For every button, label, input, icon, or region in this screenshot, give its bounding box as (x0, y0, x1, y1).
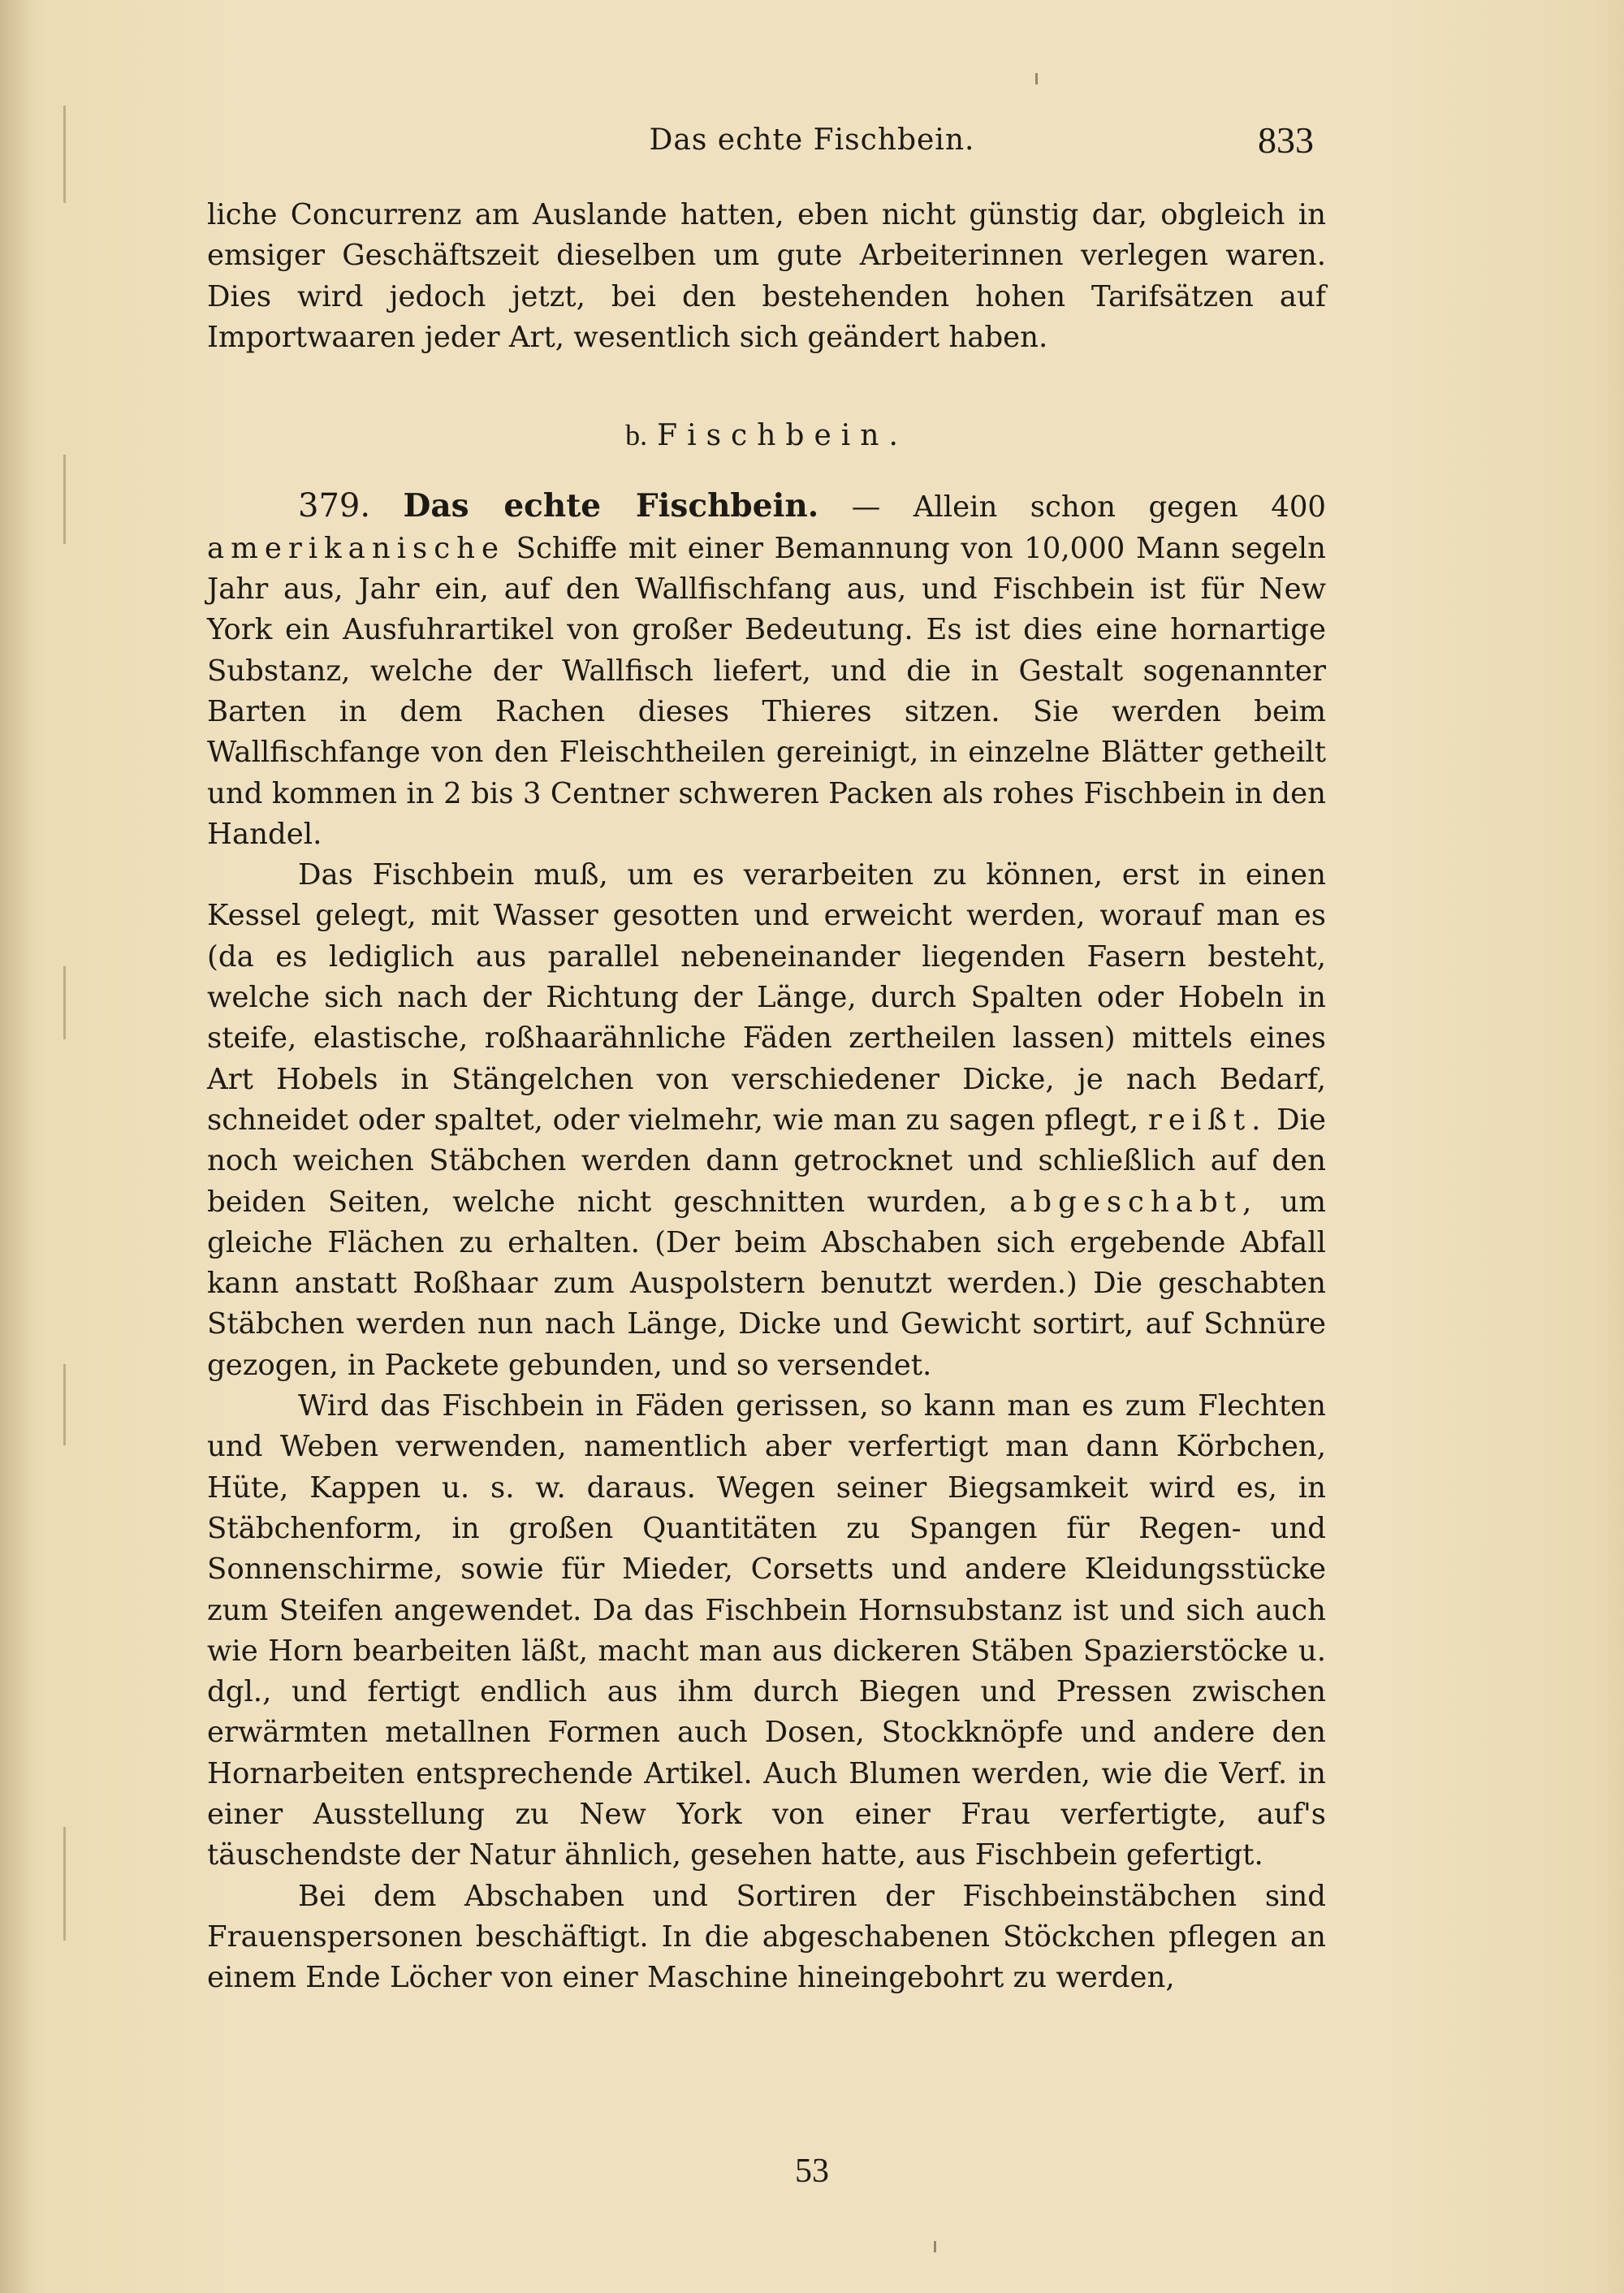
spaced-word-abgeschabt: abgeschabt, (1009, 1185, 1259, 1219)
article-paragraph (207, 486, 1326, 855)
signature-number: 53 (795, 2153, 829, 2190)
intro-paragraph: liche Concurrenz am Auslande hatten, eben nicht günstig dar, obgleich in emsiger Geschäftszeit dieselben um gute Arbeiterinnen verlegen waren. Dies wird jedoch jetzt, bei den bestehenden hohen Tarifsätzen auf Importwaaren jeder Art, wesentlich sich geändert haben. (207, 198, 1326, 354)
paragraph-2-part-1: Das Fischbein muß, um es verarbeiten zu können, erst in einen Kessel gelegt, mit Wasser gesotten und erweicht werden, worauf man es (da es lediglich aus parallel nebeneinander liegenden Fasern besteht, welche sich nach der Richtung der Länge, durch Spalten oder Hobeln in steife, elastische, roßhaarähnliche Fäden zertheilen lassen) mittels eines Art Hobels in Stängelchen von verschiedener Dicke, je nach Bedarf, schneidet oder spaltet, oder vielmehr, wie man zu sagen pflegt, (207, 858, 1326, 1137)
page-header (0, 119, 1624, 164)
section-letter: b. (625, 419, 648, 452)
edge-mark (63, 1827, 66, 1941)
page-number: 833 (1258, 119, 1314, 161)
paragraph-2-part-3: um gleiche Flächen zu erhalten. (Der beim Abschaben sich ergebende Abfall kann anstatt Roßhaar zum Auspolstern benutzt werden.) Die geschabten Stäbchen werden nun nach Länge, Dicke und Gewicht sortirt, auf Schnüre gezogen, in Packete gebunden, und so versendet. (207, 1185, 1326, 1382)
running-title: Das echte Fischbein. (649, 123, 975, 157)
paragraph-2-part-2: Die noch weichen Stäbchen werden dann getrocknet und schließlich auf den beiden Seiten, welche nicht geschnitten wurden, (207, 1103, 1326, 1219)
article-title: Das echte Fischbein. (403, 487, 819, 525)
main-text (207, 195, 1326, 1998)
section-heading (207, 415, 1326, 456)
section-title: Fischbein. (657, 419, 908, 453)
paragraph-workers: Bei dem Abschaben und Sortiren der Fischbeinstäbchen sind Frauenspersonen beschäftigt. In die abgeschabenen Stöckchen pflegen an einem Ende Löcher von einer Maschine hineingebohrt zu werden, (207, 1879, 1326, 1995)
article-dash: — (851, 490, 881, 525)
article-text-start: Allein schon gegen 400 (913, 490, 1327, 525)
paper-speck (1035, 73, 1038, 84)
spine-shadow (0, 0, 34, 2293)
edge-mark (63, 1364, 66, 1445)
paragraph-processing (207, 855, 1326, 1386)
edge-mark (63, 455, 66, 544)
paragraph-uses: Wird das Fischbein in Fäden gerissen, so kann man es zum Flechten und Weben verwenden, namentlich aber verfertigt man dann Körbchen, Hüte, Kappen u. s. w. daraus. Wegen seiner Biegsamkeit wird es, in Stäbchenform, in großen Quantitäten zu Spangen für Regen- und Sonnenschirme, sowie für Mieder, Corsetts und andere Kleidungsstücke zum Steifen angewendet. Da das Fischbein Hornsubstanz ist und sich auch wie Horn bearbeiten läßt, macht man aus dickeren Stäben Spazierstöcke u. dgl., und fertigt endlich aus ihm durch Biegen und Pressen zwischen erwärmten metallnen Formen auch Dosen, Stockknöpfe und andere den Hornarbeiten entsprechende Artikel. Auch Blumen werden, wie die Verf. in einer Ausstellung zu New York von einer Frau verfertigte, auf's täuschendste der Natur ähnlich, gesehen hatte, aus Fischbein gefertigt. (207, 1389, 1326, 1872)
article-number: 379. (298, 487, 371, 525)
paper-speck (934, 2241, 936, 2252)
edge-mark (63, 966, 66, 1039)
article-spaced-word: amerikanische (207, 531, 506, 565)
article-text-rest: Schiffe mit einer Bemannung von 10,000 Mann segeln Jahr aus, Jahr ein, auf den Wallfischfang aus, und Fischbein ist für New York ein Ausfuhrartikel von großer Bedeutung. Es ist dies eine hornartige Substanz, welche der Wallfisch liefert, und die in Gestalt sogenannter Barten in dem Rachen dieses Thieres sitzen. Sie werden beim Wallfischfange von den Fleischtheilen gereinigt, in einzelne Blätter getheilt und kommen in 2 bis 3 Centner schweren Packen als rohes Fischbein in den Handel. (207, 531, 1326, 851)
spaced-word-reisst: reißt. (1147, 1103, 1268, 1137)
